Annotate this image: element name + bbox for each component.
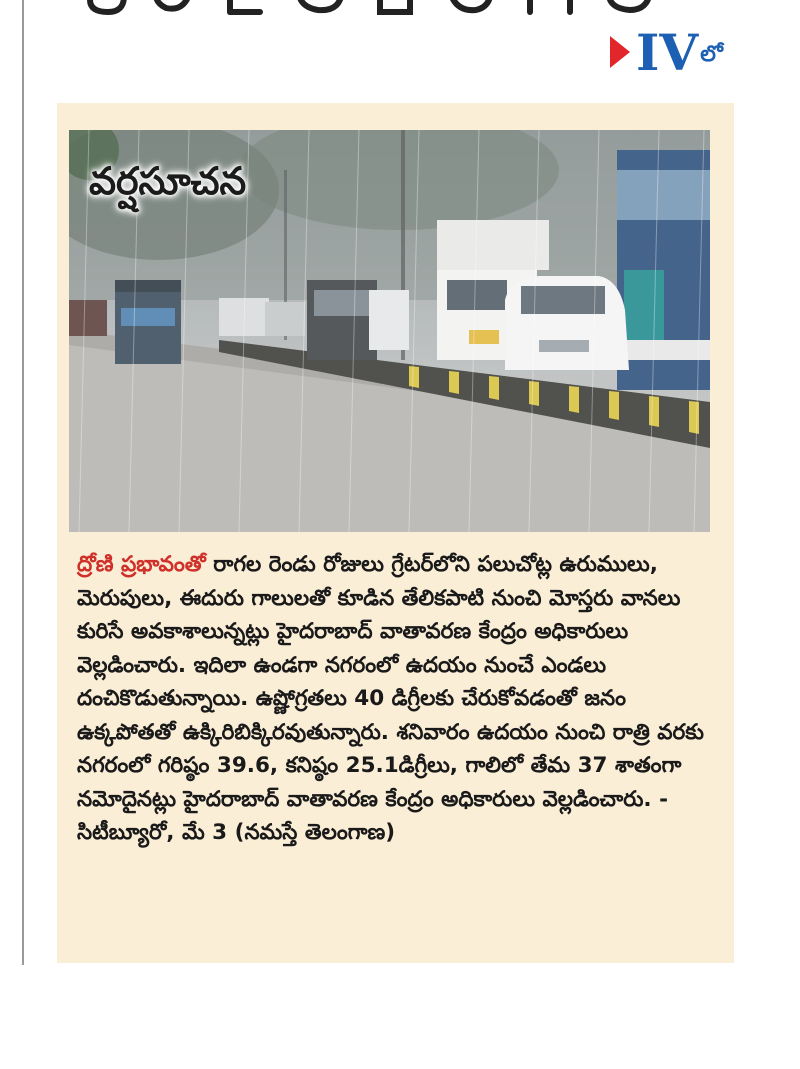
article-body-text: రాగల రెండు రోజులు గ్రేటర్‌లోని పలుచోట్ల ఉరుములు, మెరుపులు, ఈదురు గాలులతో కూడిన తేలికపాటి నుంచి మోస్తరు వానలు కురిసే అవకాశాలున్నట్లు హైదరాబాద్ వాతావరణ కేంద్రం అధికారులు వెల్లడించారు. ఇదిలా ఉండగా నగరంలో ఉదయం నుంచే ఎండలు దంచికొడుతున్నాయి. ఉష్ణోగ్రతలు 40 డిగ్రీలకు చేరుకోవడంతో జనం ఉక్కపోతతో ఉక్కిరిబిక్కిరవుతున్నారు. శనివారం ఉదయం నుంచి రాత్రి వరకు నగరంలో గరిష్ఠం 39.6, కనిష్ఠం 25.1డిగ్రీలు, గాలిలో తేమ 37 శాతంగా నమోదైనట్లు హైదరాబాద్ వాతావరణ కేంద్రం అధికారులు వెల్లడించారు. - సిటీబ్యూరో, మే 3 (నమస్తే తెలంగాణ) [77,552,704,845]
page-number: IV [636,23,699,82]
rain-traffic-photo [69,130,710,532]
page-marker [610,22,723,82]
page-number-suffix: లో [700,42,723,67]
article-body [77,548,713,850]
cropped-headline-glyphs [80,0,700,22]
article-lead: ద్రోణి ప్రభావంతో [77,552,206,577]
cropped-headline [80,0,700,36]
red-arrow-icon [610,36,630,68]
column-rule [22,0,24,965]
photo-caption: వర్షసూచన [89,159,247,203]
news-article [57,103,734,963]
